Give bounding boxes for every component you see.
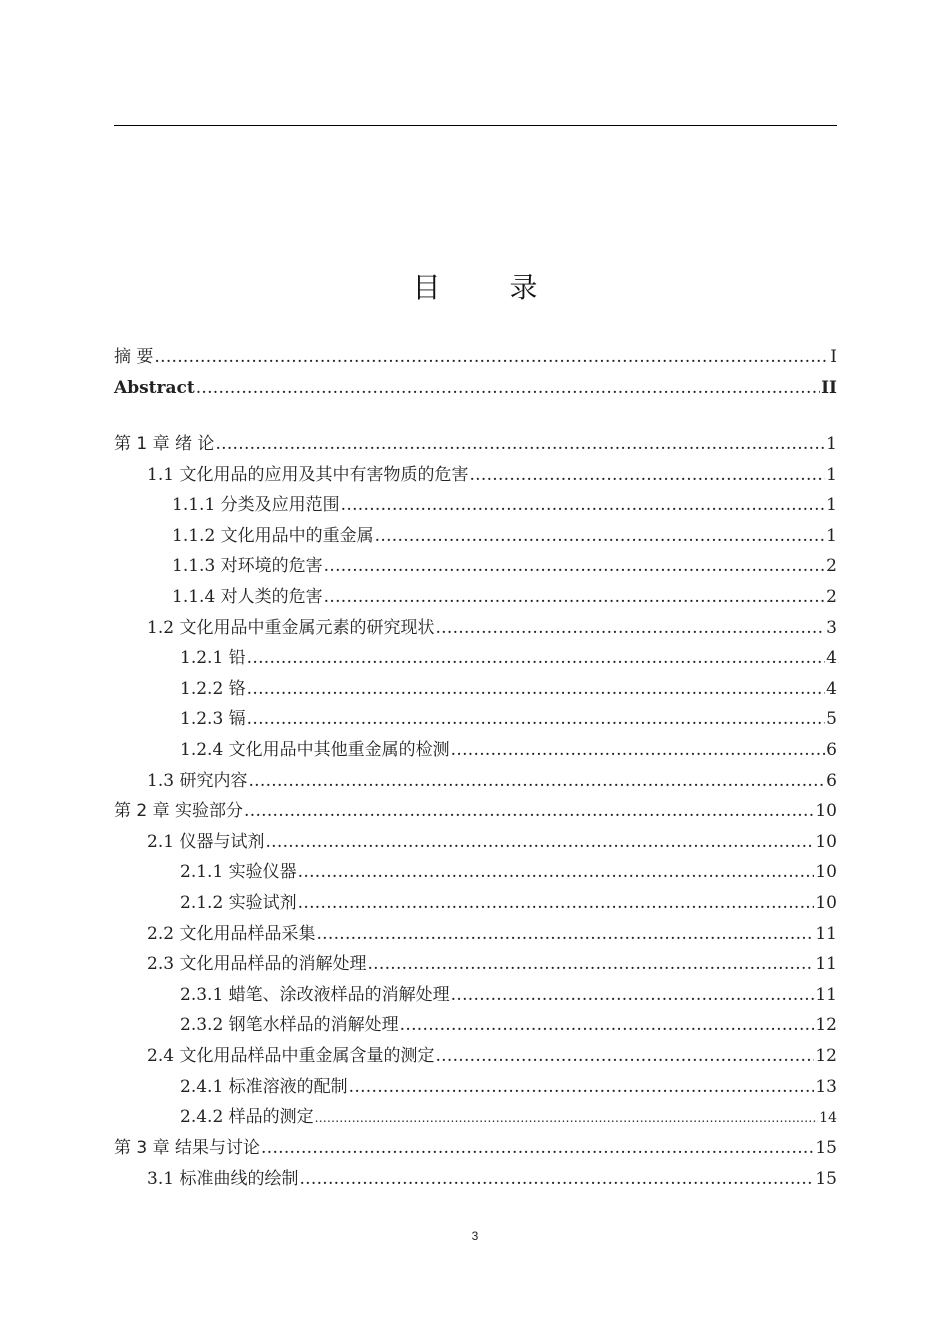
toc-entry-section-2-3-2[interactable] [180,1011,837,1039]
toc-entry-label: 2.1.2 实验试剂 [180,893,297,913]
toc-entry-label: 1.1.1 分类及应用范围 [172,495,340,515]
toc-entry-page: 6 [826,740,837,760]
toc-entry-label: 1.2.4 文化用品中其他重金属的检测 [180,740,450,760]
toc-entry-label: 2.3 文化用品样品的消解处理 [147,954,367,974]
toc-leader-dots [244,797,814,825]
toc-entry-page: 10 [815,801,837,821]
toc-entry-section-1-1-3[interactable] [172,552,837,580]
toc-leader-dots [154,343,829,371]
toc-leader-dots [367,950,814,978]
toc-entry-section-2-1-1[interactable] [180,858,837,886]
toc-entry-page: 2 [826,587,837,607]
toc-entry-page: 6 [826,771,837,791]
header-rule [114,125,837,126]
toc-entry-page: 10 [815,832,837,852]
toc-entry-section-1-2-3[interactable] [180,705,837,733]
toc-entry-section-2-4-2[interactable] [180,1103,837,1131]
toc-leader-dots [400,1011,815,1039]
toc-entry-section-3-1[interactable] [147,1165,837,1193]
toc-entry-section-1-2-1[interactable] [180,644,837,672]
toc-entry-label: 2.1.1 实验仪器 [180,862,297,882]
toc-entry-label: 1.1.3 对环境的危害 [172,556,323,576]
toc-entry-label: 第 3 章 结果与讨论 [114,1138,261,1158]
toc-entry-label: 1.2 文化用品中重金属元素的研究现状 [147,618,435,638]
toc-entry-section-1-1-2[interactable] [172,522,837,550]
toc-leader-dots [215,430,825,458]
toc-entry-page: 13 [815,1077,837,1097]
toc-entry-page: 11 [815,954,837,974]
toc-entry-label: 1.3 研究内容 [147,771,248,791]
toc-entry-abstract-cn[interactable] [114,343,837,371]
toc-entry-label: 2.4.1 标准溶液的配制 [180,1077,348,1097]
toc-leader-dots [316,920,814,948]
toc-entry-label: 3.1 标准曲线的绘制 [147,1169,299,1189]
toc-leader-dots [247,705,826,733]
toc-leader-dots [349,1073,815,1101]
toc-entry-abstract-en[interactable] [114,374,837,402]
toc-entry-section-2-1[interactable] [147,828,837,856]
toc-leader-dots [435,1042,814,1070]
toc-entry-page: 11 [815,985,837,1005]
toc-entry-chapter-1[interactable] [114,430,837,458]
toc-entry-page: 3 [826,618,837,638]
toc-entry-label: 1.1.4 对人类的危害 [172,587,323,607]
toc-entry-page: 1 [826,434,837,454]
toc-entry-section-1-1[interactable] [147,461,837,489]
toc-entry-page: II [821,378,837,398]
toc-entry-section-1-1-4[interactable] [172,583,837,611]
toc-entry-section-2-4[interactable] [147,1042,837,1070]
toc-leader-dots [265,828,814,856]
toc-leader-dots [315,1104,819,1132]
toc-entry-chapter-3[interactable] [114,1134,837,1162]
toc-entry-label: 第 1 章 绪 论 [114,434,215,454]
toc-leader-dots [248,767,825,795]
toc-leader-dots [247,675,826,703]
toc-leader-dots [261,1134,814,1162]
toc-entry-page: 11 [815,924,837,944]
toc-entry-label: 2.3.2 钢笔水样品的消解处理 [180,1015,399,1035]
toc-title: 目 录 [412,271,568,304]
toc-entry-section-1-1-1[interactable] [172,491,837,519]
toc-entry-section-2-3-1[interactable] [180,981,837,1009]
toc-leader-dots [324,583,826,611]
toc-entry-page: 5 [826,709,837,729]
toc-entry-section-1-2-2[interactable] [180,675,837,703]
toc-entry-section-2-2[interactable] [147,920,837,948]
toc-leader-dots [451,736,826,764]
toc-entry-label: 2.4 文化用品样品中重金属含量的测定 [147,1046,435,1066]
toc-entry-section-1-2-4[interactable] [180,736,837,764]
toc-leader-dots [324,552,826,580]
toc-entry-label: 1.2.2 铬 [180,679,246,699]
toc-leader-dots [375,522,826,550]
toc-entry-page: 10 [815,893,837,913]
page-number: 3 [471,1229,479,1243]
toc-leader-dots [298,858,815,886]
toc-entry-page: 14 [819,1110,837,1126]
toc-entry-section-1-2[interactable] [147,614,837,642]
toc-entry-section-2-1-2[interactable] [180,889,837,917]
toc-entry-page: 15 [815,1138,837,1158]
toc-entry-label: 1.1 文化用品的应用及其中有害物质的危害 [147,465,469,485]
toc-entry-label: 2.1 仪器与试剂 [147,832,265,852]
toc-leader-dots [451,981,815,1009]
toc-entry-section-2-3[interactable] [147,950,837,978]
toc-entry-page: 12 [815,1046,837,1066]
toc-entry-page: 1 [826,526,837,546]
toc-entry-page: 15 [815,1169,837,1189]
toc-entry-label: 1.1.2 文化用品中的重金属 [172,526,374,546]
toc-entry-chapter-2[interactable] [114,797,837,825]
toc-entry-page: I [830,347,837,367]
toc-entry-page: 2 [826,556,837,576]
toc-leader-dots [469,461,825,489]
toc-entry-label: 1.2.3 镉 [180,709,246,729]
toc-entry-label: 2.3.1 蜡笔、涂改液样品的消解处理 [180,985,450,1005]
toc-leader-dots [341,491,826,519]
toc-entry-page: 4 [826,648,837,668]
toc-leader-dots [435,614,825,642]
toc-entry-page: 1 [826,495,837,515]
toc-entry-section-2-4-1[interactable] [180,1073,837,1101]
toc-entry-label: 摘 要 [114,347,154,367]
toc-leader-dots [196,374,820,402]
toc-entry-label: 2.2 文化用品样品采集 [147,924,316,944]
toc-entry-page: 12 [815,1015,837,1035]
toc-entry-label: 第 2 章 实验部分 [114,801,244,821]
toc-leader-dots [247,644,826,672]
toc-entry-page: 10 [815,862,837,882]
toc-entry-label: 1.2.1 铅 [180,648,246,668]
toc-entry-page: 4 [826,679,837,699]
toc-leader-dots [299,1165,814,1193]
toc-entry-label: 2.4.2 样品的测定 [180,1107,314,1127]
toc-entry-page: 1 [826,465,837,485]
toc-entry-label: Abstract [114,378,195,398]
toc-entry-section-1-3[interactable] [147,767,837,795]
toc-leader-dots [298,889,815,917]
